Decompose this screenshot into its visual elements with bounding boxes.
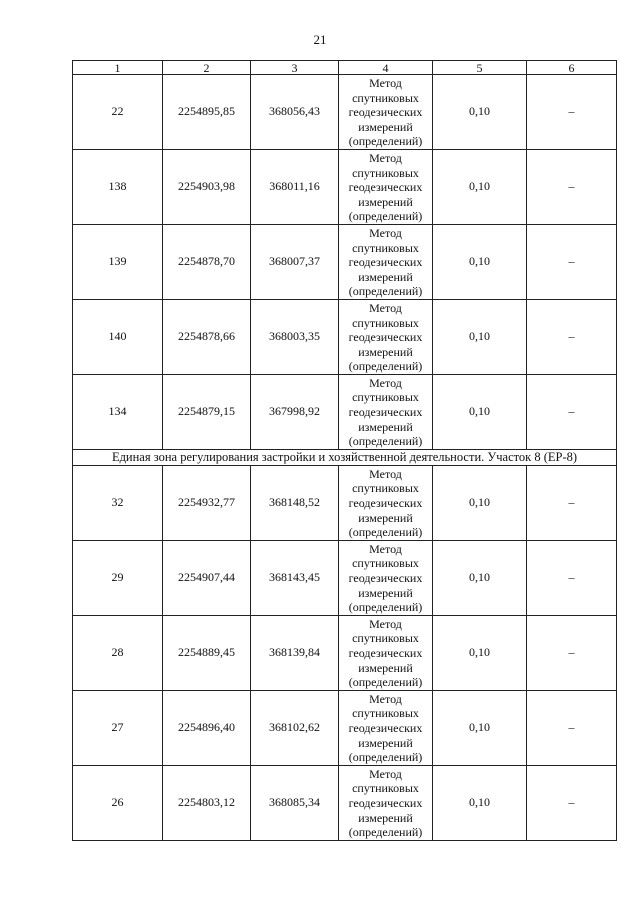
method-line: спутниковых [352,90,419,105]
method-line: геодезических [348,330,423,345]
accuracy-cell: 0,10 [433,690,527,765]
method-cell [339,690,433,765]
y-coordinate-cell: 368003,35 [251,299,339,374]
method-line: Метод [369,375,402,390]
point-cell: 138 [73,149,163,224]
y-coordinate-cell: 368139,84 [251,615,339,690]
x-coordinate-cell: 2254889,45 [163,615,251,690]
method-line: спутниковых [352,556,419,571]
method-line: геодезических [348,496,423,511]
note-cell: – [527,149,617,224]
note-cell: – [527,540,617,615]
point-cell: 22 [73,75,163,150]
method-line: спутниковых [352,240,419,255]
method-line: Метод [369,300,402,315]
x-coordinate-cell: 2254896,40 [163,690,251,765]
note-cell: – [527,615,617,690]
accuracy-cell: 0,10 [433,75,527,150]
zone-heading: Единая зона регулирования застройки и хозяйственной деятельности. Участок 8 (ЕР-8) [73,449,617,465]
method-cell [339,540,433,615]
header-col-5: 5 [433,61,527,75]
table-header [73,61,617,75]
method-cell [339,374,433,449]
method-line: геодезических [348,180,423,195]
group2-body [73,465,617,840]
method-line: измерений [358,660,413,675]
group1-body [73,75,617,450]
accuracy-cell: 0,10 [433,465,527,540]
method-line: Метод [369,150,402,165]
method-line: измерений [358,344,413,359]
note-cell: – [527,765,617,840]
point-cell: 140 [73,299,163,374]
x-coordinate-cell: 2254932,77 [163,465,251,540]
table-row [73,465,617,540]
x-coordinate-cell: 2254879,15 [163,374,251,449]
method-line: геодезических [348,405,423,420]
method-cell [339,765,433,840]
accuracy-cell: 0,10 [433,615,527,690]
header-col-2: 2 [163,61,251,75]
table-row [73,299,617,374]
point-cell: 32 [73,465,163,540]
method-line: геодезических [348,645,423,660]
method-line: Метод [369,766,402,781]
x-coordinate-cell: 2254907,44 [163,540,251,615]
method-line: (определений) [348,434,423,449]
method-line: измерений [358,194,413,209]
x-coordinate-cell: 2254895,85 [163,75,251,150]
method-line: измерений [358,419,413,434]
table-row [73,690,617,765]
header-col-1: 1 [73,61,163,75]
note-cell: – [527,299,617,374]
note-cell: – [527,690,617,765]
y-coordinate-cell: 368011,16 [251,149,339,224]
method-cell [339,615,433,690]
accuracy-cell: 0,10 [433,149,527,224]
table-row [73,75,617,150]
method-line: спутниковых [352,390,419,405]
y-coordinate-cell: 367998,92 [251,374,339,449]
table-row [73,615,617,690]
x-coordinate-cell: 2254803,12 [163,765,251,840]
method-cell [339,465,433,540]
note-cell: – [527,75,617,150]
method-line: (определений) [348,600,423,615]
method-line: Метод [369,541,402,556]
y-coordinate-cell: 368143,45 [251,540,339,615]
method-line: геодезических [348,105,423,120]
header-col-4: 4 [339,61,433,75]
coordinates-table [72,60,617,841]
table-row [73,374,617,449]
method-line: Метод [369,76,402,90]
header-col-6: 6 [527,61,617,75]
point-cell: 134 [73,374,163,449]
method-line: измерений [358,735,413,750]
method-line: Метод [369,225,402,240]
method-line: спутниковых [352,315,419,330]
header-row [73,61,617,75]
method-line: спутниковых [352,781,419,796]
accuracy-cell: 0,10 [433,540,527,615]
method-cell [339,224,433,299]
y-coordinate-cell: 368148,52 [251,465,339,540]
note-cell: – [527,465,617,540]
zone-heading-row [73,449,617,465]
method-line: Метод [369,616,402,631]
method-line: измерений [358,510,413,525]
point-cell: 27 [73,690,163,765]
point-cell: 139 [73,224,163,299]
y-coordinate-cell: 368056,43 [251,75,339,150]
point-cell: 26 [73,765,163,840]
accuracy-cell: 0,10 [433,299,527,374]
method-line: геодезических [348,255,423,270]
method-line: геодезических [348,571,423,585]
method-line: (определений) [348,134,423,149]
method-cell [339,149,433,224]
point-cell: 28 [73,615,163,690]
method-line: измерений [358,585,413,600]
method-cell [339,75,433,150]
method-line: Метод [369,691,402,706]
method-cell [339,299,433,374]
method-line: (определений) [348,284,423,299]
method-line: (определений) [348,750,423,765]
method-line: измерений [358,810,413,825]
method-line: геодезических [348,795,423,810]
table-row [73,765,617,840]
x-coordinate-cell: 2254903,98 [163,149,251,224]
y-coordinate-cell: 368007,37 [251,224,339,299]
method-line: геодезических [348,720,423,735]
x-coordinate-cell: 2254878,66 [163,299,251,374]
method-line: измерений [358,269,413,284]
table-row [73,540,617,615]
header-col-3: 3 [251,61,339,75]
method-line: спутниковых [352,481,419,496]
method-line: (определений) [348,525,423,540]
method-line: спутниковых [352,631,419,646]
note-cell: – [527,374,617,449]
zone-heading-body [73,449,617,465]
table-row [73,224,617,299]
method-line: (определений) [348,209,423,224]
method-line: (определений) [348,825,423,840]
accuracy-cell: 0,10 [433,765,527,840]
method-line: спутниковых [352,165,419,180]
x-coordinate-cell: 2254878,70 [163,224,251,299]
method-line: (определений) [348,675,423,690]
y-coordinate-cell: 368085,34 [251,765,339,840]
note-cell: – [527,224,617,299]
y-coordinate-cell: 368102,62 [251,690,339,765]
accuracy-cell: 0,10 [433,374,527,449]
point-cell: 29 [73,540,163,615]
method-line: (определений) [348,359,423,374]
method-line: измерений [358,119,413,134]
page-number: 21 [313,32,327,47]
accuracy-cell: 0,10 [433,224,527,299]
method-line: Метод [369,466,402,481]
method-line: спутниковых [352,706,419,721]
table-row [73,149,617,224]
